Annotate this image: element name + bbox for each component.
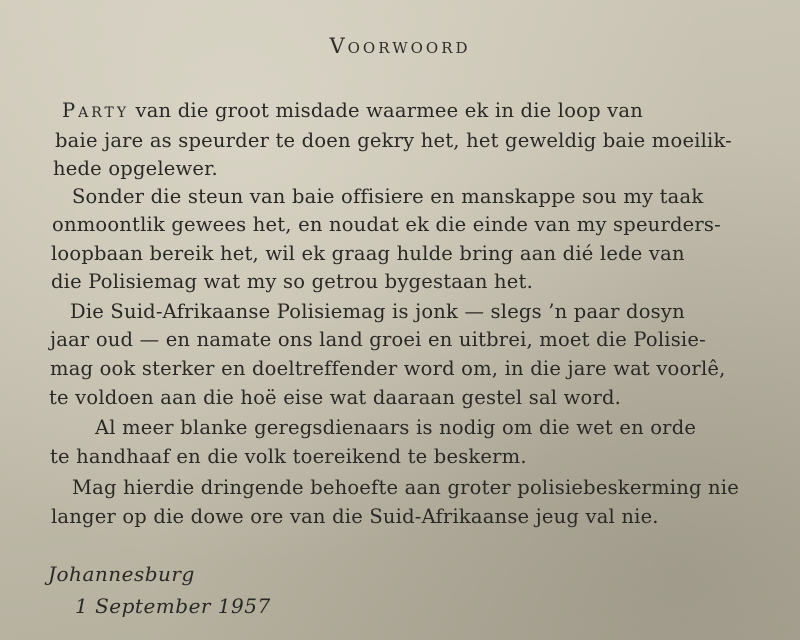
paragraph-1-line-1-rest: van die groot misdade waarmee ek in die loop van: [129, 99, 643, 122]
paragraph-1-line-1: [62, 96, 643, 125]
paragraph-5-line-2: langer op die dowe ore van die Suid-Afrikaanse jeug val nie.: [51, 505, 659, 528]
paragraph-1-line-3: hede opgelewer.: [53, 157, 218, 180]
paragraph-1-lead-word: Party: [62, 99, 130, 122]
paragraph-2-line-3: loopbaan bereik het, wil ek graag hulde bring aan dié lede van: [51, 242, 685, 265]
paragraph-2-line-4: die Polisiemag wat my so getrou bygestaan het.: [51, 270, 533, 293]
signature-place: Johannesburg: [48, 562, 195, 586]
paragraph-1-line-2: baie jare as speurder te doen gekry het, het geweldig baie moeilik-: [55, 129, 732, 152]
signature-date: 1 September 1957: [75, 594, 271, 618]
paragraph-4-line-2: te handhaaf en die volk toereikend te beskerm.: [50, 445, 527, 468]
paragraph-3-line-2: jaar oud — en namate ons land groei en uitbrei, moet die Polisie-: [50, 328, 706, 351]
paragraph-2-line-2: onmoontlik gewees het, en noudat ek die einde van my speurders-: [52, 213, 721, 236]
page-heading: Voorwoord: [329, 34, 471, 58]
paragraph-3-line-4: te voldoen aan die hoë eise wat daaraan gestel sal word.: [49, 386, 622, 409]
paragraph-2-line-1: Sonder die steun van baie offisiere en manskappe sou my taak: [72, 185, 704, 208]
paragraph-3-line-3: mag ook sterker en doeltreffender word om, in die jare wat voorlê,: [50, 357, 726, 380]
paragraph-5-line-1: Mag hierdie dringende behoefte aan groter polisiebeskerming nie: [72, 476, 739, 499]
paragraph-3-line-1: Die Suid-Afrikaanse Polisiemag is jonk — slegs ’n paar dosyn: [70, 300, 685, 323]
paragraph-4-line-1: Al meer blanke geregsdienaars is nodig om die wet en orde: [95, 416, 697, 439]
